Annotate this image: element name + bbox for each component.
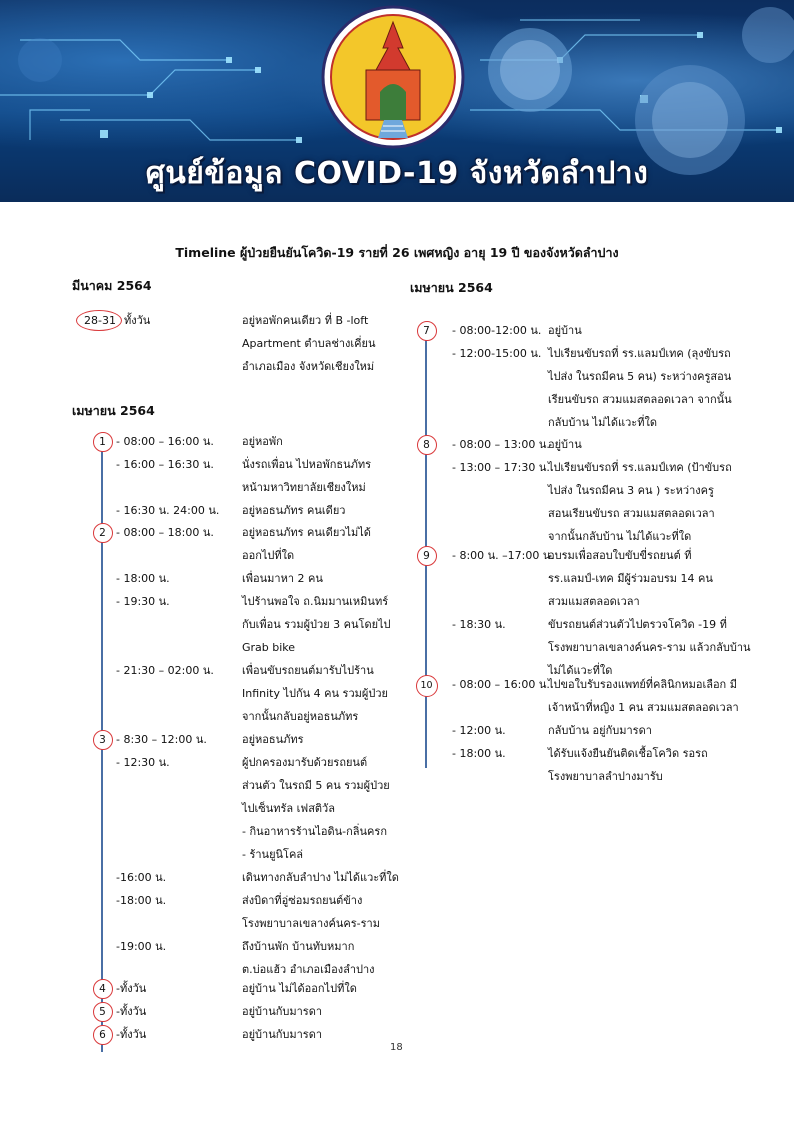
entry-description: สอนเรียนขับรถ สวมแมสตลอดเวลา: [548, 507, 715, 520]
timeline-entry: [452, 456, 782, 548]
entry-description: โรงพยาบาลลำปางมารับ: [548, 770, 663, 783]
entry-description: โรงพยาบาลเขลางค์นคร-ราม: [242, 917, 380, 930]
entry-description: ไปเซ็นทรัล เฟสติวัล: [242, 802, 335, 815]
entry-description: หน้ามหาวิทยาลัยเชียงใหม่: [242, 481, 366, 494]
timeline-entry: [116, 1000, 416, 1023]
timeline-entry: [452, 544, 782, 613]
timeline-entry: [452, 433, 782, 456]
timeline-entry: [452, 319, 782, 342]
entry-time: -19:00 น.: [116, 940, 167, 953]
entry-description: ไปเรียนขับรถที่ รร.แลมป์เทค (ลุงขับรถ: [548, 347, 731, 360]
entry-description: จากนั้นกลับอยู่หอธนภัทร: [242, 710, 359, 723]
entry-description: เพื่อนขับรถยนต์มารับไปร้าน: [242, 664, 374, 677]
entry-description: - กินอาหารร้านไอดิน-กลิ่นครก: [242, 825, 387, 838]
timeline-entry: [116, 430, 416, 453]
entry-description: เพื่อนมาหา 2 คน: [242, 572, 323, 585]
entry-description: Apartment ตำบลช่างเคี่ยน: [242, 337, 376, 350]
timeline-entry: [116, 453, 416, 499]
entry-description: ไปขอใบรับรองแพทย์ที่คลินิกหมอเลือก มี: [548, 678, 737, 691]
timeline-entry: [452, 613, 782, 682]
entry-description: Grab bike: [242, 641, 296, 654]
entry-description: รร.แลมป์-เทค มีผู้ร่วมอบรม 14 คน: [548, 572, 713, 585]
timeline-entry: [116, 728, 416, 751]
entry-description: อยู่หอพักคนเดียว ที่ B -loft: [242, 314, 369, 327]
timeline-entry: [452, 742, 782, 788]
entry-description: กลับบ้าน ไม่ได้แวะที่ใด: [548, 416, 657, 429]
entry-time: - 08:00 – 16:00 น.: [452, 678, 550, 691]
entry-description: ต.บ่อแฮ้ว อำเภอเมืองลำปาง: [242, 963, 375, 976]
entry-description: ไปเรียนขับรถที่ รร.แลมป์เทค (ป้าขับรถ: [548, 461, 732, 474]
entry-description: อยู่หอธนภัทร: [242, 733, 304, 746]
timeline-entry: [116, 567, 416, 590]
day-marker: 8: [417, 435, 437, 455]
entry-description: อยู่หอธนภัทร คนเดียวไม่ได้: [242, 526, 371, 539]
entry-time: - 12:00-15:00 น.: [452, 347, 542, 360]
entry-description: เดินทางกลับลำปาง ไม่ได้แวะที่ใด: [242, 871, 399, 884]
entry-time: - 19:30 น.: [116, 595, 170, 608]
month-heading-april-right: เมษายน 2564: [410, 280, 493, 295]
entry-description: สวมแมสตลอดเวลา: [548, 595, 640, 608]
timeline-entry: [116, 866, 416, 889]
day-marker: 10: [416, 675, 438, 697]
entry-description: จากนั้นกลับบ้าน ไม่ได้แวะที่ใด: [548, 530, 692, 543]
timeline-entry: [116, 1023, 416, 1046]
entry-description: โรงพยาบาลเขลางค์นคร-ราม แล้วกลับบ้าน: [548, 641, 751, 654]
month-heading-march: มีนาคม 2564: [72, 278, 152, 293]
entry-description: อำเภอเมือง จังหวัดเชียงใหม่: [242, 360, 375, 373]
entry-description: ได้รับแจ้งยืนยันติดเชื้อโควิด รอรถ: [548, 747, 708, 760]
entry-description: อยู่หอธนภัทร คนเดียว: [242, 504, 346, 517]
entry-description: กลับบ้าน อยู่กับมารดา: [548, 724, 652, 737]
entry-time: - 18:30 น.: [452, 618, 506, 631]
entry-time: - 08:00 – 13:00 น.: [452, 438, 550, 451]
entry-time: -ทั้งวัน: [116, 982, 147, 995]
entry-description: ขับรถยนต์ส่วนตัวไปตรวจโควิด -19 ที่: [548, 618, 727, 631]
entry-time: - 16:00 – 16:30 น.: [116, 458, 214, 471]
date-range: 28-31: [84, 314, 116, 327]
entry-time: - 8:30 – 12:00 น.: [116, 733, 207, 746]
entry-description: อยู่หอพัก: [242, 435, 283, 448]
banner-title: ศูนย์ข้อมูล COVID-19 จังหวัดลำปาง: [145, 156, 649, 191]
entry-description: ออกไปที่ใด: [242, 549, 295, 562]
entry-description: ไม่ได้แวะที่ใด: [548, 664, 613, 677]
entry-time: - 21:30 – 02:00 น.: [116, 664, 214, 677]
timeline-entry: [116, 889, 416, 935]
province-seal-icon: [323, 7, 463, 147]
day-marker: 5: [93, 1002, 113, 1022]
timeline-entry: [452, 719, 782, 742]
day-marker: 6: [93, 1025, 113, 1045]
entry-description: ผู้ปกครองมารับด้วยรถยนต์: [242, 756, 368, 769]
entry-time: -ทั้งวัน: [116, 1028, 147, 1041]
entry-description: อยู่บ้านกับมารดา: [242, 1028, 323, 1041]
entry-time: - 16:30 น. 24:00 น.: [116, 504, 220, 517]
entry-description: ส่งบิดาที่อู่ซ่อมรถยนต์ข้าง: [242, 894, 363, 907]
header-banner: [0, 0, 794, 202]
entry-time: - 08:00 – 18:00 น.: [116, 526, 214, 539]
timeline-entry: [452, 673, 782, 719]
entry-time: - 8:00 น. –17:00 น.: [452, 549, 554, 562]
timeline-entry: [116, 935, 416, 981]
entry-description: นั่งรถเพื่อน ไปหอพักธนภัทร: [242, 458, 372, 471]
day-marker: 3: [93, 730, 113, 750]
march-entry: [72, 309, 402, 378]
document-title: Timeline ผู้ป่วยยืนยันโควิด-19 รายที่ 26 เพศหญิง อายุ 19 ปี ของจังหวัดลำปาง: [175, 245, 619, 260]
entry-description: อยู่บ้านกับมารดา: [242, 1005, 323, 1018]
entry-time: - 18:00 น.: [116, 572, 170, 585]
timeline-entry: [116, 521, 416, 567]
month-heading-april: เมษายน 2564: [72, 403, 155, 418]
day-marker: 4: [93, 979, 113, 999]
entry-description: ถึงบ้านพัก บ้านทับหมาก: [242, 940, 355, 953]
timeline-entry: [116, 659, 416, 728]
entry-time: - 18:00 น.: [452, 747, 506, 760]
entry-description: ไปส่ง ในรถมีคน 5 คน) ระหว่างครูสอน: [548, 370, 732, 383]
entry-time: - 08:00 – 16:00 น.: [116, 435, 214, 448]
entry-time: -16:00 น.: [116, 871, 167, 884]
entry-description: อยู่บ้าน: [548, 324, 582, 337]
entry-description: เรียนขับรถ สวมแมสตลอดเวลา จากนั้น: [548, 393, 732, 406]
entry-time: -ทั้งวัน: [116, 1005, 147, 1018]
timeline-entry: [116, 751, 416, 866]
entry-description: - ร้านยูนิโคล่: [242, 848, 304, 861]
day-marker: 7: [417, 321, 437, 341]
timeline-entry: [452, 342, 782, 434]
entry-time: - 08:00-12:00 น.: [452, 324, 542, 337]
entry-description: อยู่บ้าน: [548, 438, 582, 451]
timeline-entry: [116, 499, 416, 522]
timeline-entry: [116, 590, 416, 659]
entry-description: กับเพื่อน รวมผู้ป่วย 3 คนโดยไป: [242, 618, 391, 631]
entry-description: ส่วนตัว ในรถมี 5 คน รวมผู้ป่วย: [242, 779, 390, 792]
entry-description: อบรมเพื่อสอบใบขับขี่รถยนต์ ที่: [548, 549, 692, 562]
entry-time: ทั้งวัน: [124, 314, 151, 327]
day-marker: 1: [93, 432, 113, 452]
entry-description: เจ้าหน้าที่หญิง 1 คน สวมแมสตลอดเวลา: [548, 701, 739, 714]
day-marker: 9: [417, 546, 437, 566]
timeline-entry: [116, 977, 416, 1000]
page-number: 18: [390, 1042, 403, 1053]
entry-time: - 12:00 น.: [452, 724, 506, 737]
entry-time: -18:00 น.: [116, 894, 167, 907]
day-marker: 2: [93, 523, 113, 543]
entry-description: Infinity ไปกัน 4 คน รวมผู้ป่วย: [242, 687, 388, 700]
entry-description: ไปร้านพอใจ ถ.นิมมานเหมินทร์: [242, 595, 389, 608]
entry-time: - 13:00 – 17:30 น.: [452, 461, 550, 474]
entry-description: ไปส่ง ในรถมีคน 3 คน ) ระหว่างครู: [548, 484, 714, 497]
entry-description: อยู่บ้าน ไม่ได้ออกไปที่ใด: [242, 982, 357, 995]
entry-time: - 12:30 น.: [116, 756, 170, 769]
